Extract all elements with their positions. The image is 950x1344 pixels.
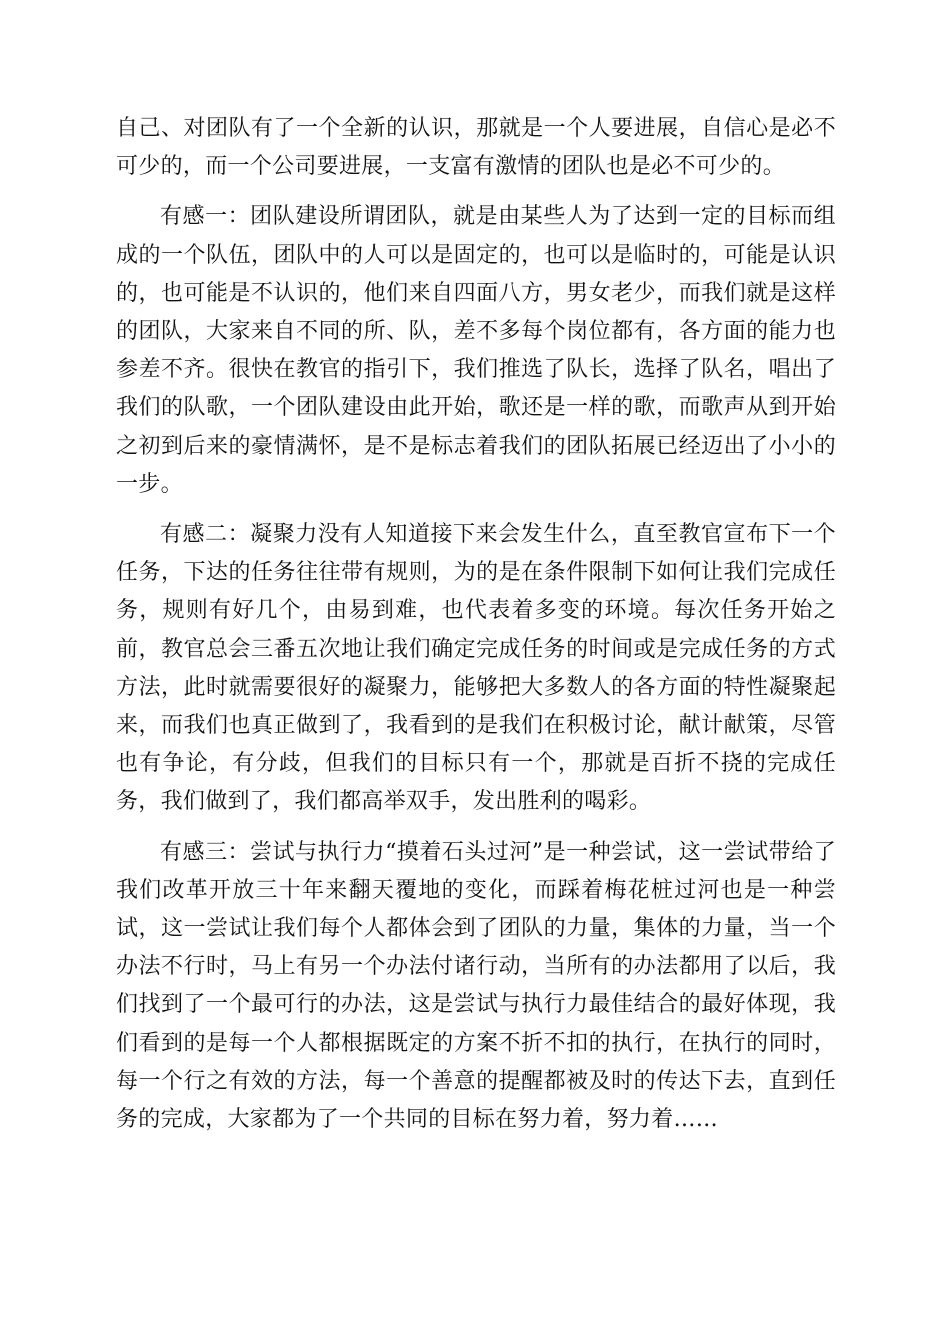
paragraph-continued: 自己、对团队有了一个全新的认识，那就是一个人要进展，自信心是必不可少的，而一个公司要进展，一支富有激情的团队也是必不可少的。 [116, 116, 836, 180]
document-body [116, 110, 836, 1139]
paragraph-feeling-one: 有感一：团队建设所谓团队，就是由某些人为了达到一定的目标而组成的一个队伍，团队中的人可以是固定的，也可以是临时的，可能是认识的，也可能是不认识的，他们来自四面八方，男女老少，而我们就是这样的团队，大家来自不同的所、队，差不多每个岗位都有，各方面的能力也参差不齐。很快在教官的指引下，我们推选了队长，选择了队名，唱出了我们的队歌，一个团队建设由此开始，歌还是一样的歌，而歌声从到开始之初到后来的豪情满怀，是不是标志着我们的团队拓展已经迈出了小小的一步。 [116, 204, 836, 497]
paragraph-feeling-two: 有感二：凝聚力没有人知道接下来会发生什么，直至教官宣布下一个任务，下达的任务往往带有规则，为的是在条件限制下如何让我们完成任务，规则有好几个，由易到难，也代表着多变的环境。每次任务开始之前，教官总会三番五次地让我们确定完成任务的时间或是完成任务的方式方法，此时就需要很好的凝聚力，能够把大多数人的各方面的特性凝聚起来，而我们也真正做到了，我看到的是我们在积极讨论，献计献策，尽管也有争论，有分歧，但我们的目标只有一个，那就是百折不挠的完成任务，我们做到了，我们都高举双手，发出胜利的喝彩。 [116, 522, 836, 815]
paragraph-feeling-three: 有感三：尝试与执行力“摸着石头过河”是一种尝试，这一尝试带给了我们改革开放三十年来翻天覆地的变化，而踩着梅花桩过河也是一种尝试，这一尝试让我们每个人都体会到了团队的力量，集体的力量，当一个办法不行时，马上有另一个办法付诸行动，当所有的办法都用了以后，我们找到了一个最可行的办法，这是尝试与执行力最佳结合的最好体现，我们看到的是每一个人都根据既定的方案不折不扣的执行，在执行的同时，每一个行之有效的方法，每一个善意的提醒都被及时的传达下去，直到任务的完成，大家都为了一个共同的目标在努力着，努力着…… [116, 839, 836, 1133]
